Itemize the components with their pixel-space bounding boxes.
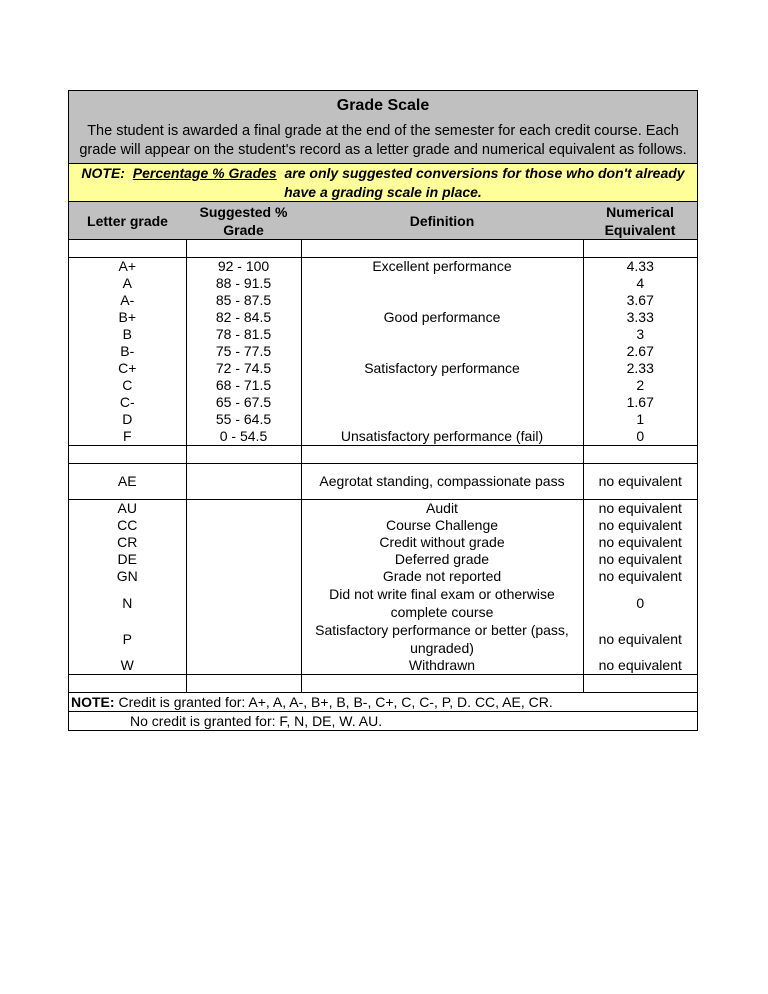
letter-cell: B-	[69, 343, 186, 360]
definition-cell	[301, 394, 583, 411]
empty-cell	[69, 675, 186, 693]
table-row	[69, 517, 697, 534]
percent-cell	[186, 585, 301, 621]
empty-cell	[186, 675, 301, 693]
grade-table	[69, 201, 697, 692]
letter-cell: N	[69, 585, 186, 621]
numerical-cell: 4	[583, 275, 697, 292]
numerical-cell: no equivalent	[583, 500, 697, 518]
definition-cell: Grade not reported	[301, 568, 583, 585]
letter-cell: C-	[69, 394, 186, 411]
percent-cell	[186, 657, 301, 675]
empty-cell	[583, 446, 697, 464]
numerical-cell: 1	[583, 411, 697, 428]
definition-cell: Did not write final exam or otherwise complete course	[301, 585, 583, 621]
letter-cell: A-	[69, 292, 186, 309]
table-row	[69, 258, 697, 276]
definition-cell: Satisfactory performance	[301, 360, 583, 377]
letter-cell: A+	[69, 258, 186, 276]
note-rest: are only suggested conversions for those who don't already have a grading scale in place.	[284, 165, 685, 200]
letter-cell: CR	[69, 534, 186, 551]
definition-cell: Aegrotat standing, compassionate pass	[301, 464, 583, 500]
letter-cell: AU	[69, 500, 186, 518]
definition-cell	[301, 292, 583, 309]
footer-note-label: NOTE:	[71, 694, 115, 710]
percent-cell	[186, 568, 301, 585]
letter-cell: C+	[69, 360, 186, 377]
letter-cell: A	[69, 275, 186, 292]
empty-cell	[301, 446, 583, 464]
table-row	[69, 585, 697, 621]
percent-cell	[186, 517, 301, 534]
table-row	[69, 464, 697, 500]
no-credit-note: No credit is granted for: F, N, DE, W. AU.	[130, 713, 383, 729]
numerical-cell: 3.33	[583, 309, 697, 326]
table-row	[69, 360, 697, 377]
empty-cell	[186, 446, 301, 464]
numerical-cell: 2.33	[583, 360, 697, 377]
blank-row	[69, 675, 697, 693]
definition-cell	[301, 343, 583, 360]
numerical-cell: 0	[583, 428, 697, 446]
credit-granted-text: Credit is granted for: A+, A, A-, B+, B, B-, C+, C, C-, P, D. CC, AE, CR.	[118, 694, 553, 710]
percent-cell: 65 - 67.5	[186, 394, 301, 411]
percent-cell: 78 - 81.5	[186, 326, 301, 343]
blank-row	[69, 446, 697, 464]
note-label: NOTE:	[81, 165, 125, 181]
page-title: Grade Scale	[336, 97, 430, 114]
table-row	[69, 309, 697, 326]
letter-cell: W	[69, 657, 186, 675]
table-row	[69, 411, 697, 428]
numerical-cell: 1.67	[583, 394, 697, 411]
credit-footer	[69, 692, 697, 730]
letter-cell: B	[69, 326, 186, 343]
percent-cell: 88 - 91.5	[186, 275, 301, 292]
numerical-cell: 2.67	[583, 343, 697, 360]
header-row	[69, 202, 697, 240]
definition-cell: Audit	[301, 500, 583, 518]
percent-cell: 0 - 54.5	[186, 428, 301, 446]
numerical-cell: 4.33	[583, 258, 697, 276]
definition-cell: Satisfactory performance or better (pass, ungraded)	[301, 621, 583, 657]
definition-cell: Withdrawn	[301, 657, 583, 675]
definition-cell: Credit without grade	[301, 534, 583, 551]
percent-cell	[186, 464, 301, 500]
numerical-cell: no equivalent	[583, 551, 697, 568]
header-suggested-percent: Suggested % Grade	[186, 202, 301, 240]
letter-cell: CC	[69, 517, 186, 534]
table-row	[69, 428, 697, 446]
empty-cell	[69, 446, 186, 464]
table-row	[69, 500, 697, 518]
definition-cell: Excellent performance	[301, 258, 583, 276]
note-underlined: Percentage % Grades	[132, 165, 277, 181]
header-numerical-equivalent: Numerical Equivalent	[583, 202, 697, 240]
table-row	[69, 568, 697, 585]
definition-cell: Unsatisfactory performance (fail)	[301, 428, 583, 446]
table-row	[69, 394, 697, 411]
numerical-cell: 3	[583, 326, 697, 343]
numerical-cell: no equivalent	[583, 517, 697, 534]
percent-cell: 85 - 87.5	[186, 292, 301, 309]
intro-text: The student is awarded a final grade at the end of the semester for each credit course. Each grade will appear on the student's record as a letter grade and numerical equivalent as follows.	[79, 123, 687, 158]
numerical-cell: no equivalent	[583, 568, 697, 585]
definition-cell: Good performance	[301, 309, 583, 326]
header-definition: Definition	[301, 202, 583, 240]
numerical-cell: 3.67	[583, 292, 697, 309]
numerical-cell: 2	[583, 377, 697, 394]
definition-cell: Course Challenge	[301, 517, 583, 534]
table-row	[69, 657, 697, 675]
definition-cell	[301, 275, 583, 292]
percent-cell: 55 - 64.5	[186, 411, 301, 428]
table-row	[69, 275, 697, 292]
letter-cell: D	[69, 411, 186, 428]
letter-cell: F	[69, 428, 186, 446]
credit-note	[69, 693, 697, 712]
empty-cell	[583, 675, 697, 693]
numerical-cell: no equivalent	[583, 464, 697, 500]
table-row	[69, 621, 697, 657]
percent-cell	[186, 534, 301, 551]
title-block	[69, 91, 697, 163]
letter-cell: DE	[69, 551, 186, 568]
table-row	[69, 551, 697, 568]
numerical-cell: no equivalent	[583, 534, 697, 551]
definition-cell	[301, 377, 583, 394]
numerical-cell: 0	[583, 585, 697, 621]
letter-cell: GN	[69, 568, 186, 585]
percent-cell: 82 - 84.5	[186, 309, 301, 326]
empty-cell	[301, 675, 583, 693]
letter-cell: AE	[69, 464, 186, 500]
definition-cell	[301, 326, 583, 343]
table-row	[69, 343, 697, 360]
definition-cell	[301, 411, 583, 428]
percent-cell	[186, 621, 301, 657]
letter-cell: P	[69, 621, 186, 657]
percentage-note	[69, 163, 697, 201]
table-row	[69, 292, 697, 309]
blank-row	[69, 240, 697, 258]
numerical-cell: no equivalent	[583, 621, 697, 657]
percent-cell: 68 - 71.5	[186, 377, 301, 394]
numerical-cell: no equivalent	[583, 657, 697, 675]
grade-scale-sheet	[68, 90, 698, 731]
letter-cell: C	[69, 377, 186, 394]
table-row	[69, 377, 697, 394]
percent-cell	[186, 500, 301, 518]
percent-cell: 92 - 100	[186, 258, 301, 276]
percent-cell: 72 - 74.5	[186, 360, 301, 377]
table-row	[69, 534, 697, 551]
header-letter-grade: Letter grade	[69, 202, 186, 240]
table-row	[69, 326, 697, 343]
percent-cell: 75 - 77.5	[186, 343, 301, 360]
percent-cell	[186, 551, 301, 568]
definition-cell: Deferred grade	[301, 551, 583, 568]
letter-cell: B+	[69, 309, 186, 326]
